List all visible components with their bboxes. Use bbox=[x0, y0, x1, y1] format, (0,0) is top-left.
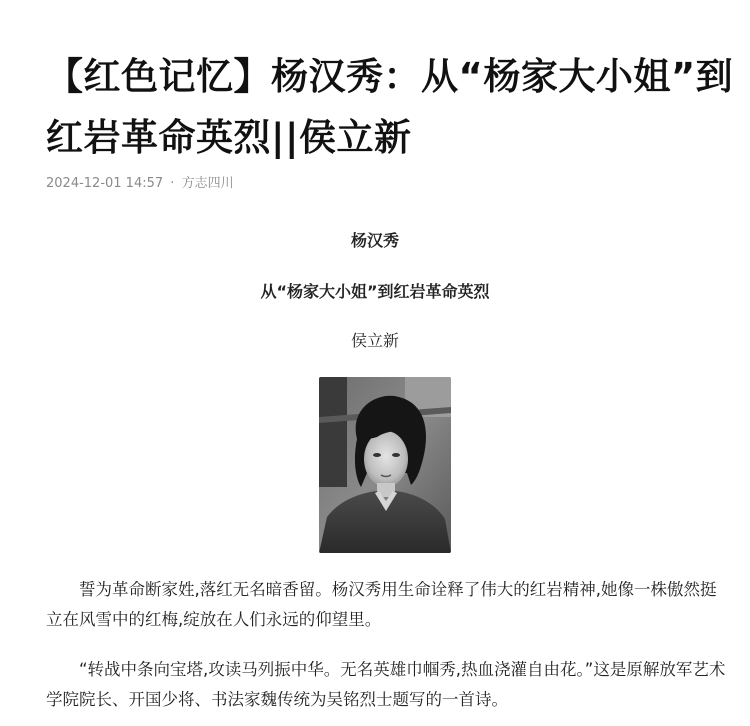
article-meta bbox=[46, 174, 234, 194]
publish-date: 2024-12-01 14:57 bbox=[46, 176, 164, 191]
title-line-1: 【红色记忆】杨汉秀：从“杨家大小姐”到 bbox=[46, 55, 734, 98]
meta-separator: · bbox=[170, 176, 175, 191]
portrait-photo[interactable] bbox=[319, 377, 451, 553]
source-link[interactable]: 方志四川 bbox=[181, 176, 234, 191]
article-title bbox=[46, 46, 736, 168]
subtitle-name: 杨汉秀 bbox=[350, 231, 399, 250]
subtitle-main: 从“杨家大小姐”到红岩革命英烈 bbox=[260, 282, 490, 301]
paragraph-1: 誓为革命断家姓,落红无名暗香留。杨汉秀用生命诠释了伟大的红岩精神,她像一株傲然挺立在风雪中的红梅,绽放在人们永远的仰望里。 bbox=[46, 580, 717, 629]
paragraph-2: “转战中条向宝塔,攻读马列振中华。无名英雄巾帼秀,热血浇灌自由花。”这是原解放军艺术学院院长、开国少将、书法家魏传统为吴铭烈士题写的一首诗。 bbox=[46, 660, 726, 709]
author-name: 侯立新 bbox=[350, 331, 399, 350]
title-line-2: 红岩革命英烈||侯立新 bbox=[46, 116, 412, 159]
